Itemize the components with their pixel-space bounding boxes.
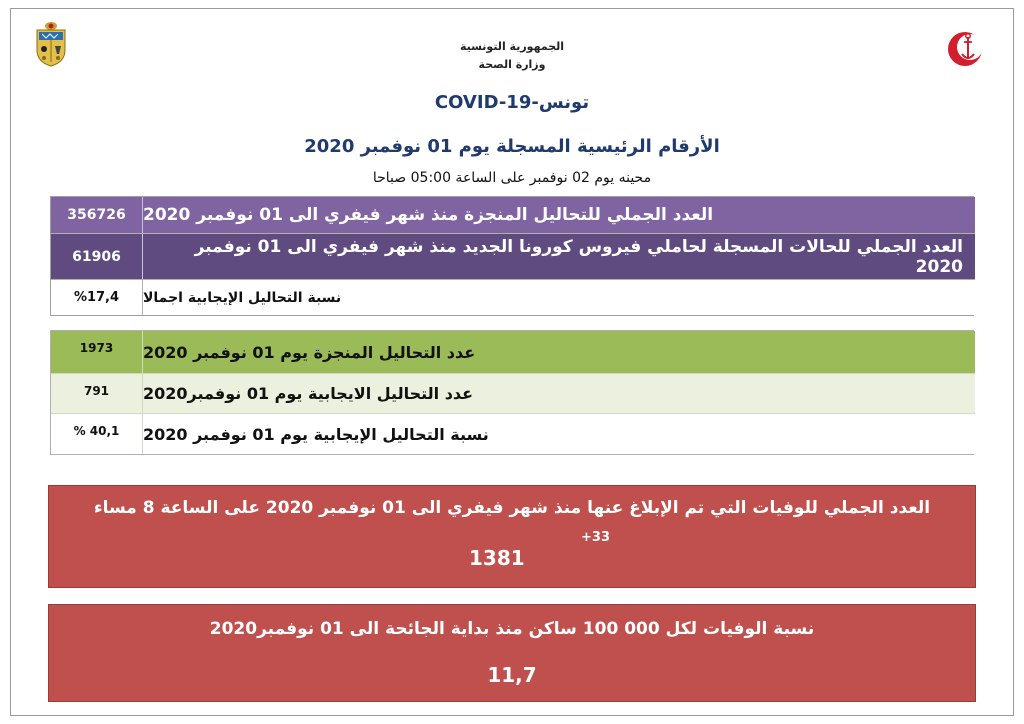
total-positivity-label: نسبة التحاليل الإيجابية اجمالا <box>143 289 342 306</box>
daily-positive-label: عدد التحاليل الايجابية يوم 01 نوفمبر2020 <box>143 384 474 403</box>
deaths-value: 1381 <box>469 546 525 570</box>
deaths-increment: +33 <box>581 530 610 545</box>
daily-tests-value: 1973 <box>51 331 143 373</box>
daily-positivity-label: نسبة التحاليل الإيجابية يوم 01 نوفمبر 2020 <box>143 424 489 444</box>
total-tests-label: العدد الجملي للتحاليل المنجزة منذ شهر فيفري الى 01 نوفمبر 2020 <box>143 205 714 225</box>
table-row <box>51 279 975 315</box>
table-row <box>51 413 975 454</box>
daily-tests-label: عدد التحاليل المنجزة يوم 01 نوفمبر 2020 <box>143 342 476 362</box>
table-row <box>51 197 975 233</box>
report-title: الأرقام الرئيسية المسجلة يوم 01 نوفمبر 2020 <box>304 136 720 157</box>
total-positivity-value: %17,4 <box>51 280 143 315</box>
table-row <box>51 233 975 279</box>
daily-positivity-value: % 40,1 <box>51 414 143 454</box>
death-rate-value: 11,7 <box>487 663 537 687</box>
table-row <box>51 331 975 373</box>
update-timestamp: محينه يوم 02 نوفمبر على الساعة 05:00 صباحا <box>372 170 652 186</box>
covid-title: COVID-19-تونس <box>434 92 590 113</box>
total-cases-label: العدد الجملي للحالات المسجلة لحاملي فيروس كورونا الجديد منذ شهر فيفري الى 01 نوفمبر 2020 <box>194 236 963 277</box>
total-cases-value: 61906 <box>51 234 143 279</box>
deaths-box <box>48 485 976 588</box>
daily-table <box>50 330 974 455</box>
totals-table <box>50 196 974 316</box>
total-tests-value: 356726 <box>51 197 143 233</box>
table-row <box>51 373 975 413</box>
deaths-label: العدد الجملي للوفيات التي تم الإبلاغ عنها منذ شهر فيفري الى 01 نوفمبر 2020 على الساعة 8 مساء <box>93 498 931 518</box>
ministry-title: وزارة الصحة <box>478 58 546 71</box>
daily-positive-value: 791 <box>51 374 143 413</box>
death-rate-label: نسبة الوفيات لكل 000 100 ساكن منذ بداية الجائحة الى 01 نوفمبر2020 <box>209 619 815 639</box>
death-rate-box <box>48 604 976 702</box>
republic-title: الجمهورية التونسية <box>459 40 565 53</box>
